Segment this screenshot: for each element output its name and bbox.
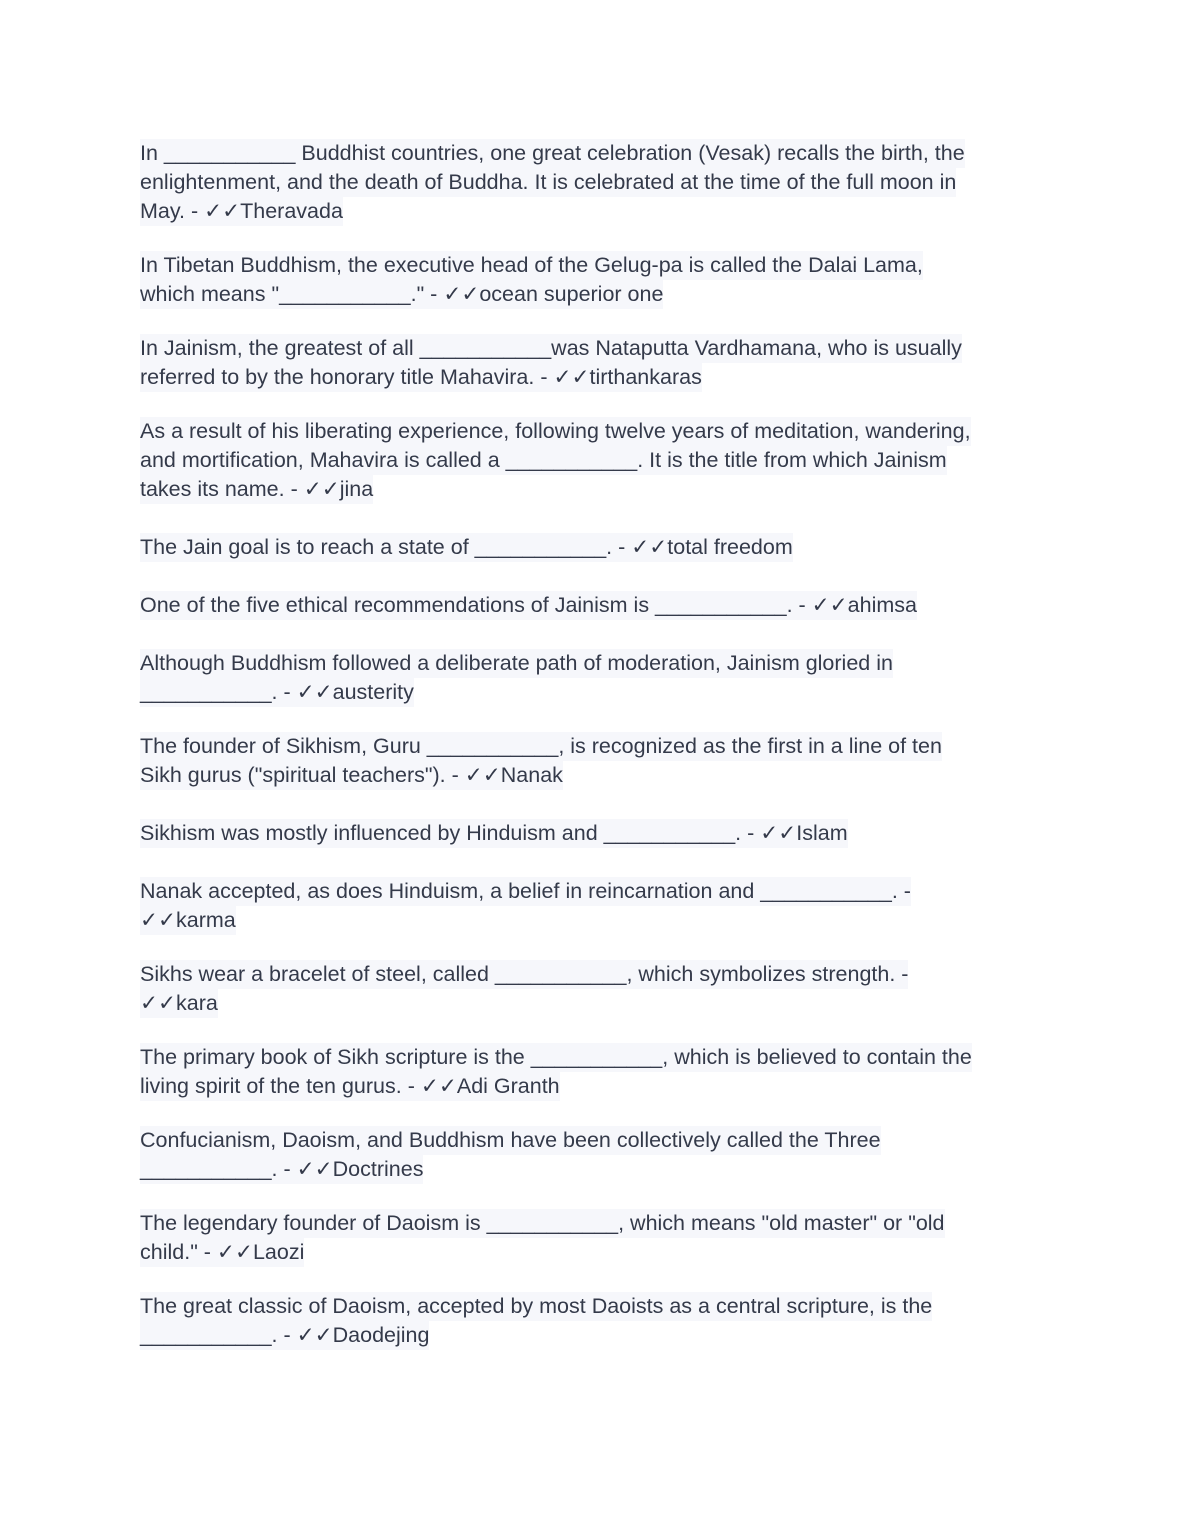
question-answer-item — [140, 877, 1050, 935]
text-line: ___________. - ✓✓austerity — [140, 678, 414, 707]
text-line: referred to by the honorary title Mahavira. - ✓✓tirthankaras — [140, 363, 702, 392]
question-answer-item — [140, 1126, 1050, 1184]
question-answer-item — [140, 1292, 1050, 1350]
text-line: The legendary founder of Daoism is ___________, which means "old master" or "old — [140, 1209, 945, 1238]
text-line: Although Buddhism followed a deliberate path of moderation, Jainism gloried in — [140, 649, 893, 678]
text-line: The great classic of Daoism, accepted by most Daoists as a central scripture, is the — [140, 1292, 932, 1321]
text-line: The primary book of Sikh scripture is the ___________, which is believed to contain the — [140, 1043, 972, 1072]
text-line: ✓✓kara — [140, 989, 218, 1018]
question-answer-item — [140, 960, 1050, 1018]
question-answer-item — [140, 732, 1050, 790]
text-line: Nanak accepted, as does Hinduism, a belief in reincarnation and ___________. - — [140, 877, 911, 906]
text-line: ___________. - ✓✓Doctrines — [140, 1155, 423, 1184]
question-answer-item — [140, 334, 1050, 392]
text-line: ___________. - ✓✓Daodejing — [140, 1321, 429, 1350]
text-line: Sikhs wear a bracelet of steel, called ___________, which symbolizes strength. - — [140, 960, 908, 989]
text-line: One of the five ethical recommendations of Jainism is ___________. - ✓✓ahimsa — [140, 591, 917, 620]
question-answer-item — [140, 1209, 1050, 1267]
text-line: In ___________ Buddhist countries, one great celebration (Vesak) recalls the birth, the — [140, 139, 965, 168]
text-line: living spirit of the ten gurus. - ✓✓Adi Granth — [140, 1072, 560, 1101]
text-line: Confucianism, Daoism, and Buddhism have been collectively called the Three — [140, 1126, 881, 1155]
question-answer-item — [140, 533, 1050, 562]
question-answer-item — [140, 1043, 1050, 1101]
question-answer-item — [140, 139, 1050, 226]
text-line: and mortification, Mahavira is called a ___________. It is the title from which Jainism — [140, 446, 947, 475]
text-line: child." - ✓✓Laozi — [140, 1238, 304, 1267]
question-answer-item — [140, 819, 1050, 848]
text-line: In Tibetan Buddhism, the executive head of the Gelug-pa is called the Dalai Lama, — [140, 251, 923, 280]
document-page — [140, 139, 1050, 1350]
text-line: May. - ✓✓Theravada — [140, 197, 343, 226]
text-line: In Jainism, the greatest of all ___________was Nataputta Vardhamana, who is usually — [140, 334, 962, 363]
question-answer-item — [140, 591, 1050, 620]
text-line: enlightenment, and the death of Buddha. It is celebrated at the time of the full moon in — [140, 168, 956, 197]
text-line: As a result of his liberating experience, following twelve years of meditation, wandering, — [140, 417, 971, 446]
text-line: The Jain goal is to reach a state of ___________. - ✓✓total freedom — [140, 533, 793, 562]
question-answer-item — [140, 649, 1050, 707]
text-line: The founder of Sikhism, Guru ___________, is recognized as the first in a line of ten — [140, 732, 942, 761]
question-answer-item — [140, 417, 1050, 504]
text-line: which means "___________." - ✓✓ocean superior one — [140, 280, 663, 309]
text-line: Sikh gurus ("spiritual teachers"). - ✓✓Nanak — [140, 761, 563, 790]
text-line: ✓✓karma — [140, 906, 236, 935]
question-answer-item — [140, 251, 1050, 309]
text-line: takes its name. - ✓✓jina — [140, 475, 373, 504]
text-line: Sikhism was mostly influenced by Hinduism and ___________. - ✓✓Islam — [140, 819, 848, 848]
